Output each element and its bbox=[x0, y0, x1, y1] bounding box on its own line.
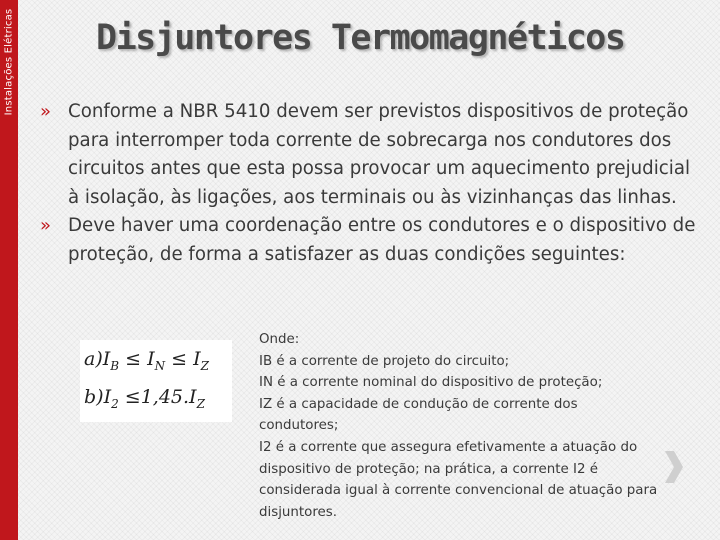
bullet-item bbox=[40, 212, 700, 269]
bullet-item bbox=[40, 98, 700, 212]
formula-a-prefix: a) bbox=[84, 348, 103, 370]
note-line: I2 é a corrente que assegura efetivamente a atuação do dispositivo de proteção; na prática, a corrente I2 é considerada igual à corrente convencional de atuação para disjuntores. bbox=[259, 439, 658, 520]
formula-a-term: I bbox=[193, 348, 201, 370]
formula-a-term: I bbox=[147, 348, 155, 370]
formula-b-term: I bbox=[103, 386, 112, 408]
formula-b-term: I bbox=[189, 386, 197, 408]
bullet-text: Deve haver uma coordenação entre os condutores e o dispositivo de proteção, de forma a satisfazer as duas condições seguintes: bbox=[68, 215, 696, 265]
formula-b-subscript: 2 bbox=[111, 396, 119, 411]
formula-condition-b bbox=[84, 386, 205, 411]
formula-a-operator: ≤ bbox=[165, 348, 194, 370]
slide-title: Disjuntores Termomagnéticos bbox=[96, 18, 625, 58]
formula-b-prefix: b) bbox=[84, 386, 104, 408]
note-line: IB é a corrente de projeto do circuito; bbox=[259, 353, 510, 369]
bullet-list bbox=[40, 98, 700, 269]
note-heading: Onde: bbox=[259, 332, 300, 347]
formula-condition-a bbox=[84, 348, 209, 373]
formula-a-term: I bbox=[102, 348, 111, 370]
formula-a-subscript: Z bbox=[200, 358, 209, 373]
bullet-marker-icon: » bbox=[40, 101, 52, 122]
bullet-text: Conforme a NBR 5410 devem ser previstos dispositivos de proteção para interromper toda corrente de sobrecarga nos condutores dos circuitos antes que esta possa provocar um aquecimento prejudicial à isolação, às ligações, aos terminais ou às vizinhanças das linhas. bbox=[68, 101, 691, 208]
side-label-text: Instalações Elétricas bbox=[3, 8, 15, 116]
side-label-box bbox=[0, 0, 18, 125]
definitions-note bbox=[259, 329, 659, 523]
formula-a-subscript: N bbox=[154, 358, 166, 373]
formula-b-operator: ≤1,45. bbox=[118, 386, 190, 408]
note-line: IN é a corrente nominal do dispositivo de proteção; bbox=[259, 375, 603, 391]
formula-a-operator: ≤ bbox=[119, 348, 148, 370]
bullet-marker-icon: » bbox=[40, 215, 52, 236]
formula-b-subscript: Z bbox=[196, 396, 205, 411]
formula-image bbox=[80, 340, 232, 422]
chevron-right-icon[interactable] bbox=[663, 449, 685, 485]
note-line: IZ é a capacidade de condução de corrente dos condutores; bbox=[259, 396, 578, 434]
formula-a-subscript: B bbox=[110, 358, 120, 373]
